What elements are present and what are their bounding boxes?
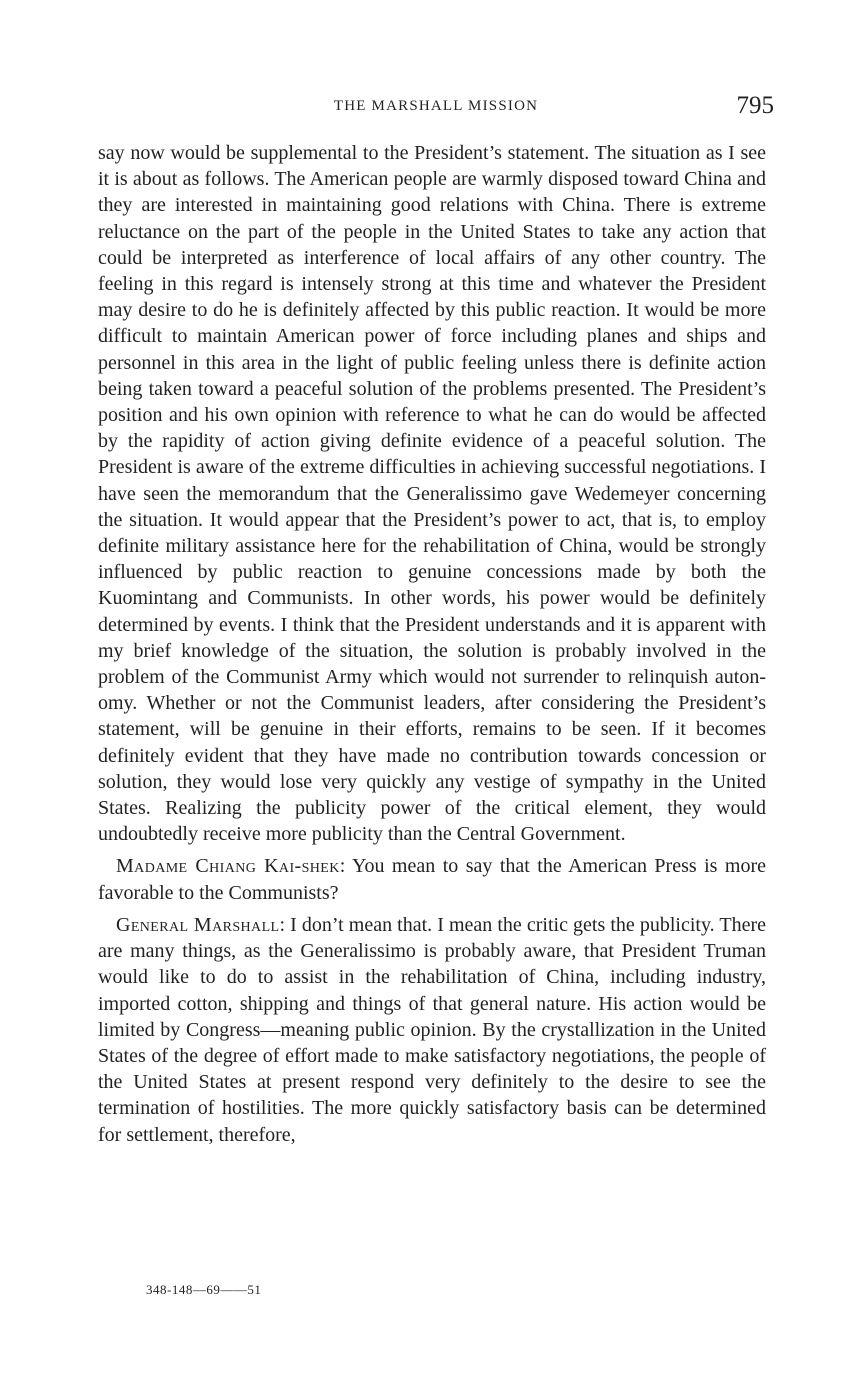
- speech-text: : I don’t mean that. I mean the critic gets the publicity. There are many things, as the Generalissimo is probably aware, that President Truman would like to do to assist in the rehabilitation of China, including industry, imported cotton, shipping and things of that general nature. His action would be limited by Congress—meaning public opinion. By the crystallization in the United States of the degree of effort made to make satisfactory negotiations, the people of the United States at present respond very definitely to the desire to see the termination of hostilities. The more quickly satisfactory basis can be determined for settlement, therefore,: [98, 913, 766, 1146]
- speaker-name: Madame Chiang Kai-shek: [116, 855, 340, 878]
- paragraph-continuation: say now would be supplemental to the President’s statement. The situation as I see it is about as follows. The American people are warmly disposed toward China and they are interested in maintaining good relations with China. There is extreme reluctance on the part of the people in the United States to take any action that could be interpreted as interference of local affairs of any other country. The feeling in this regard is intensely strong at this time and whatever the President may desire to do he is definitely affected by this public reaction. It would be more difficult to maintain American power of force including planes and ships and personnel in this area in the light of public feeling unless there is definite action being taken toward a peaceful solution of the problems presented. The President’s position and his own opinion with reference to what he can do would be affected by the rapidity of action giving definite evidence of a peaceful solution. The President is aware of the extreme difficulties in achieving successful negotiations. I have seen the memorandum that the Generalissimo gave Wedemeyer concerning the situation. It would appear that the President’s power to act, that is, to employ definite military assistance here for the rehabilitation of China, would be strongly influenced by public reaction to genuine concessions made by both the Kuomintang and Communists. In other words, his power would be definitely determined by events. I think that the President understands and it is apparent with my brief knowledge of the situation, the solution is probably involved in the problem of the Communist Army which would not surrender to relinquish autonomy. Whether or not the Communist leaders, after considering the President’s statement, will be genuine in their efforts, remains to be seen. If it becomes definitely evident that they have made no contribution towards concession or solution, they would lose very quickly any vestige of sympathy in the United States. Realizing the publicity power of the critical element, they would undoubtedly receive more publicity than the Central Government.: [98, 142, 766, 846]
- speech-general-marshall: [98, 912, 766, 1148]
- speech-text: : You mean to say that the American Press is more favorable to the Communists?: [98, 855, 766, 904]
- running-head: [98, 92, 774, 124]
- page-number: 795: [736, 92, 774, 119]
- running-title: THE MARSHALL MISSION: [333, 98, 539, 114]
- print-code-footer: 348-148—69——51: [146, 1282, 262, 1297]
- speech-madame-chiang: [98, 853, 766, 905]
- body-text: [98, 140, 766, 1148]
- speaker-name: General Marshall: [116, 913, 280, 936]
